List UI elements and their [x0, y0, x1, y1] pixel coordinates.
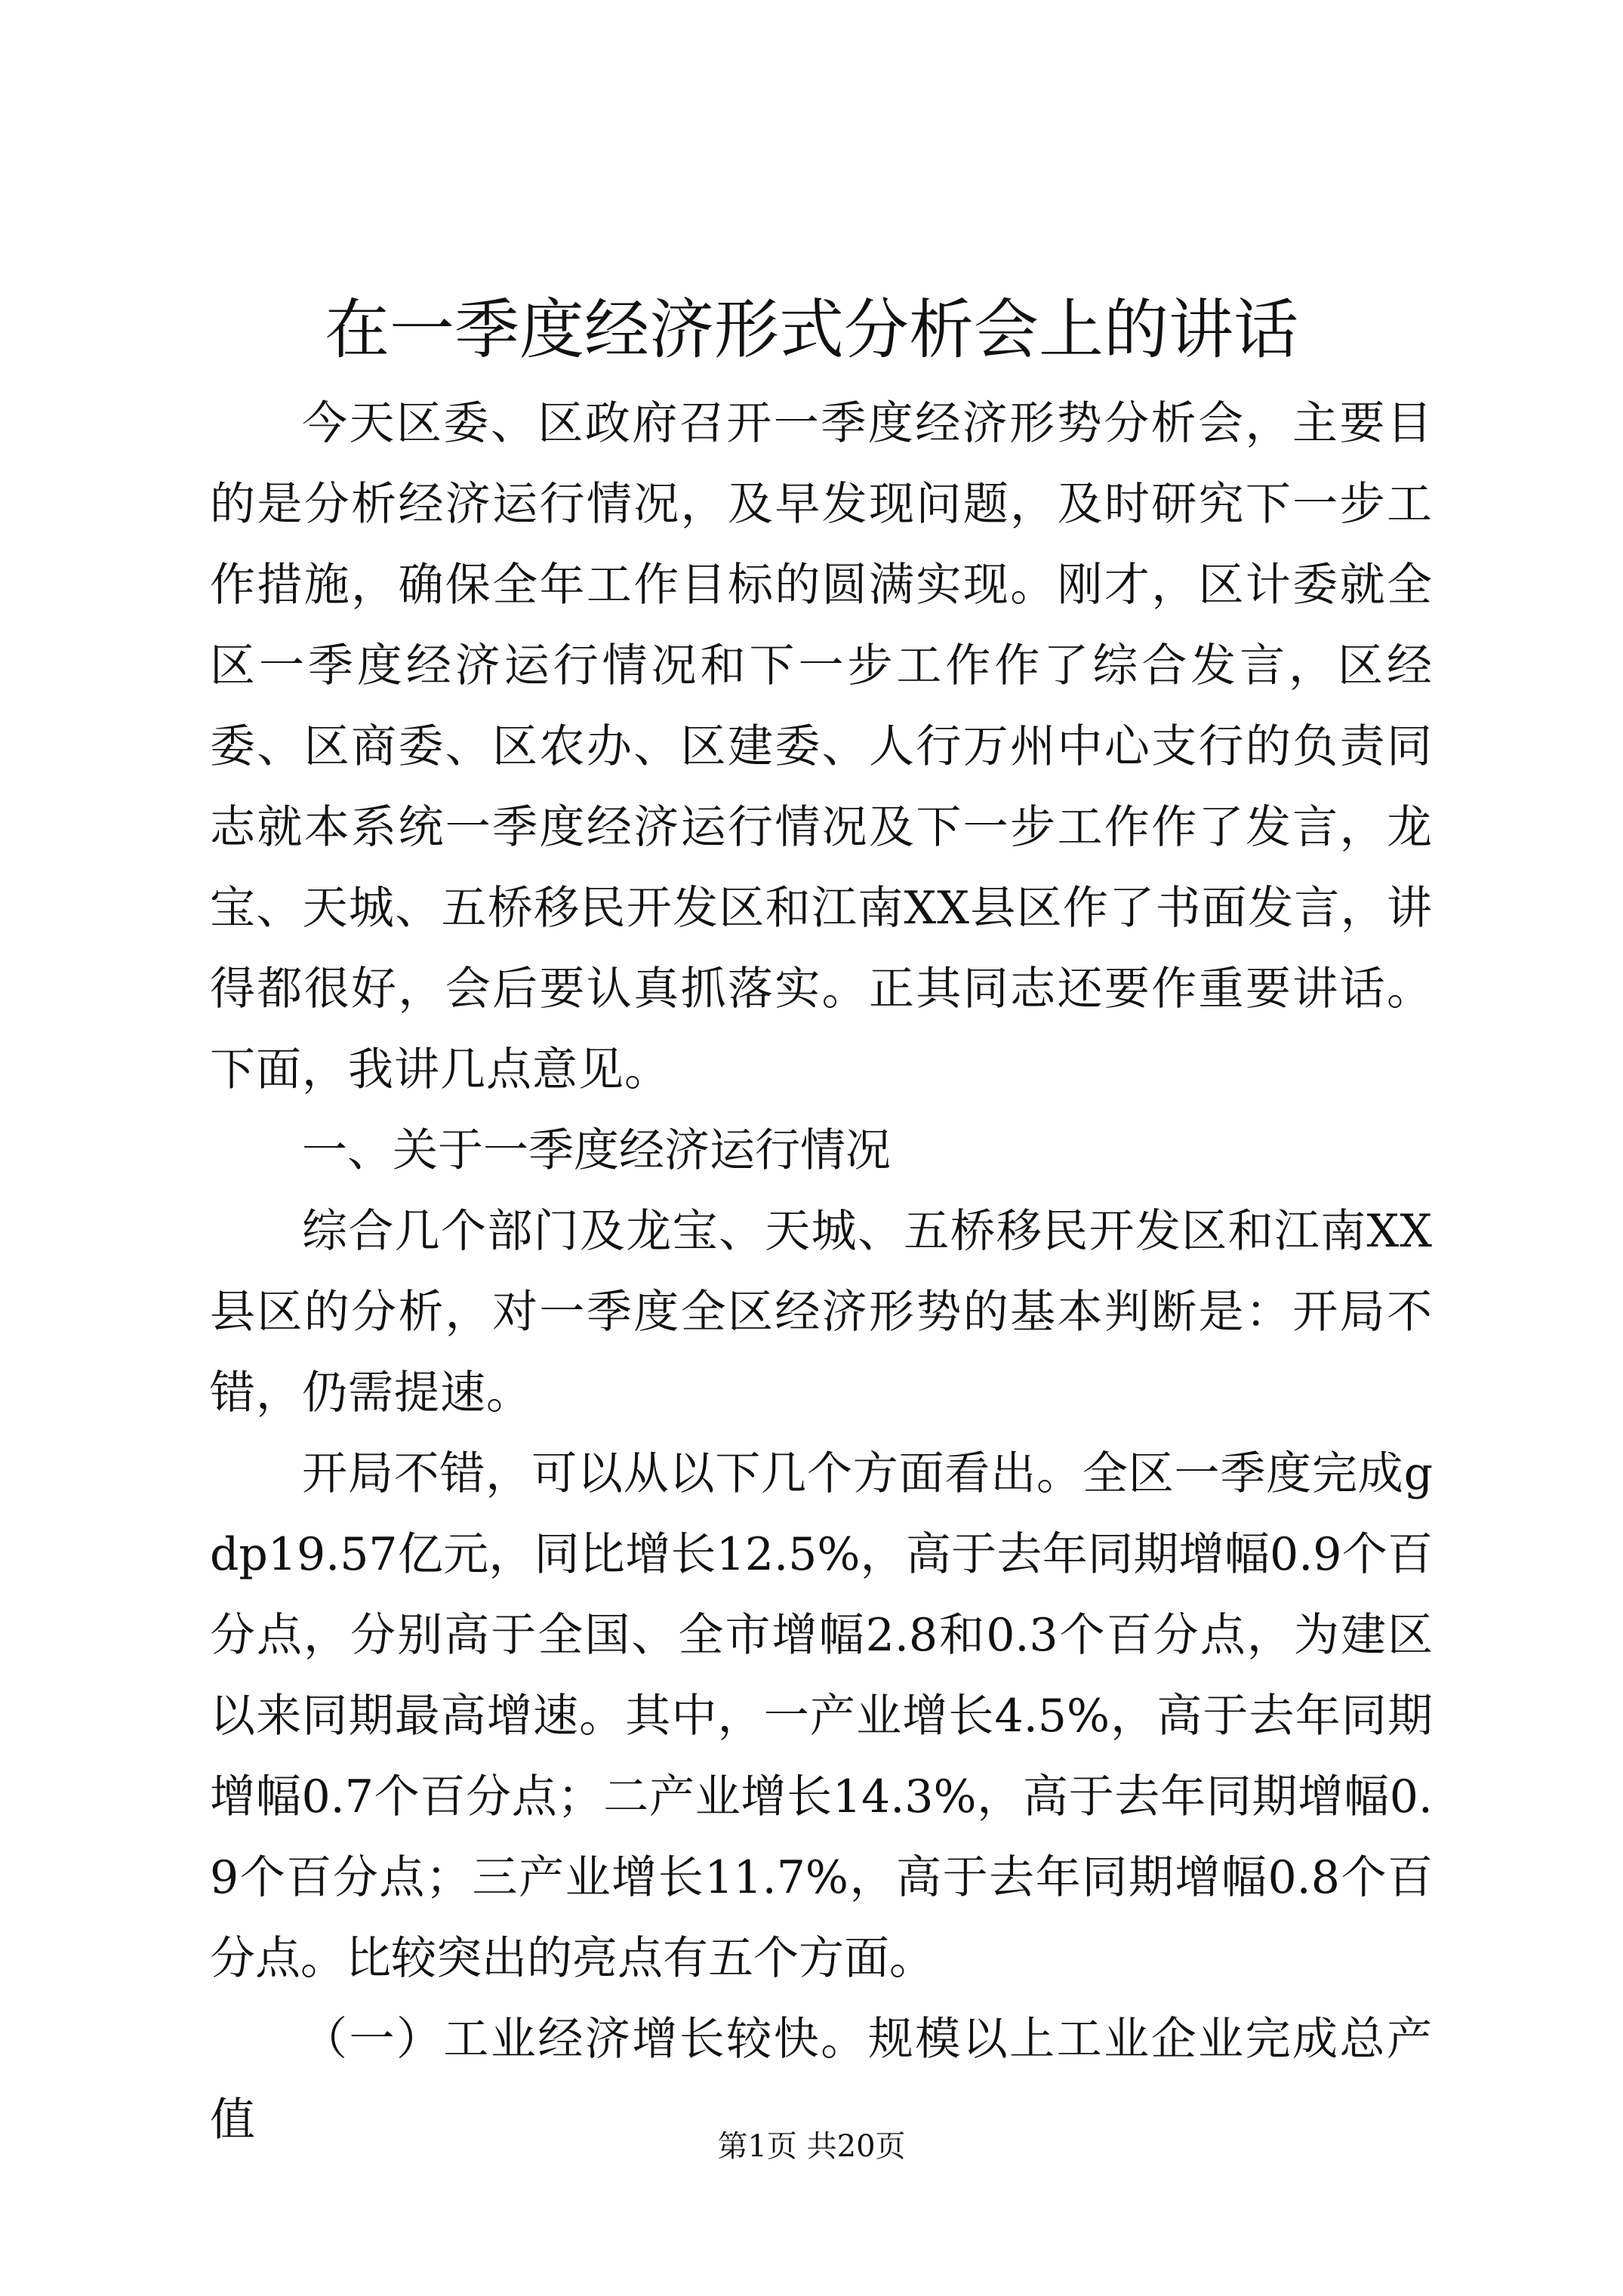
page-number-footer: 第1页 共20页 [717, 2129, 906, 2164]
section-heading-1: 一、关于一季度经济运行情况 [302, 1124, 891, 1177]
paragraph-intro: 今天区委、区政府召开一季度经济形势分析会，主要目的是分析经济运行情况，及早发现问题，及时研究下一步工作措施，确保全年工作目标的圆满实现。刚才，区计委就全区一季度经济运行情况和下一步工作作了综合发言，区经委、区商委、区农办、区建委、人行万州中心支行的负责同志就本系统一季度经济运行情况及下一步工作作了发言，龙宝、天城、五桥移民开发区和江南XX县区作了书面发言，讲得都很好，会后要认真抓落实。正其同志还要作重要讲话。下面，我讲几点意见。 [210, 397, 1433, 1096]
document-title: 在一季度经济形式分析会上的讲话 [325, 292, 1298, 368]
paragraph-assessment: 综合几个部门及龙宝、天城、五桥移民开发区和江南XX县区的分析，对一季度全区经济形势的基本判断是：开局不错，仍需提速。 [210, 1205, 1433, 1419]
paragraph-industry: （一）工业经济增长较快。规模以上工业企业完成总产值 [210, 2013, 1433, 2147]
document-body [210, 384, 1433, 2161]
paragraph-gdp: 开局不错，可以从以下几个方面看出。全区一季度完成gdp19.57亿元，同比增长12.5%，高于去年同期增幅0.9个百分点，分别高于全国、全市增幅2.8和0.3个百分点，为建区以来同期最高增速。其中，一产业增长4.5%，高于去年同期增幅0.7个百分点；二产业增长14.3%，高于去年同期增幅0.9个百分点；三产业增长11.7%，高于去年同期增幅0.8个百分点。比较突出的亮点有五个方面。 [210, 1447, 1433, 1985]
